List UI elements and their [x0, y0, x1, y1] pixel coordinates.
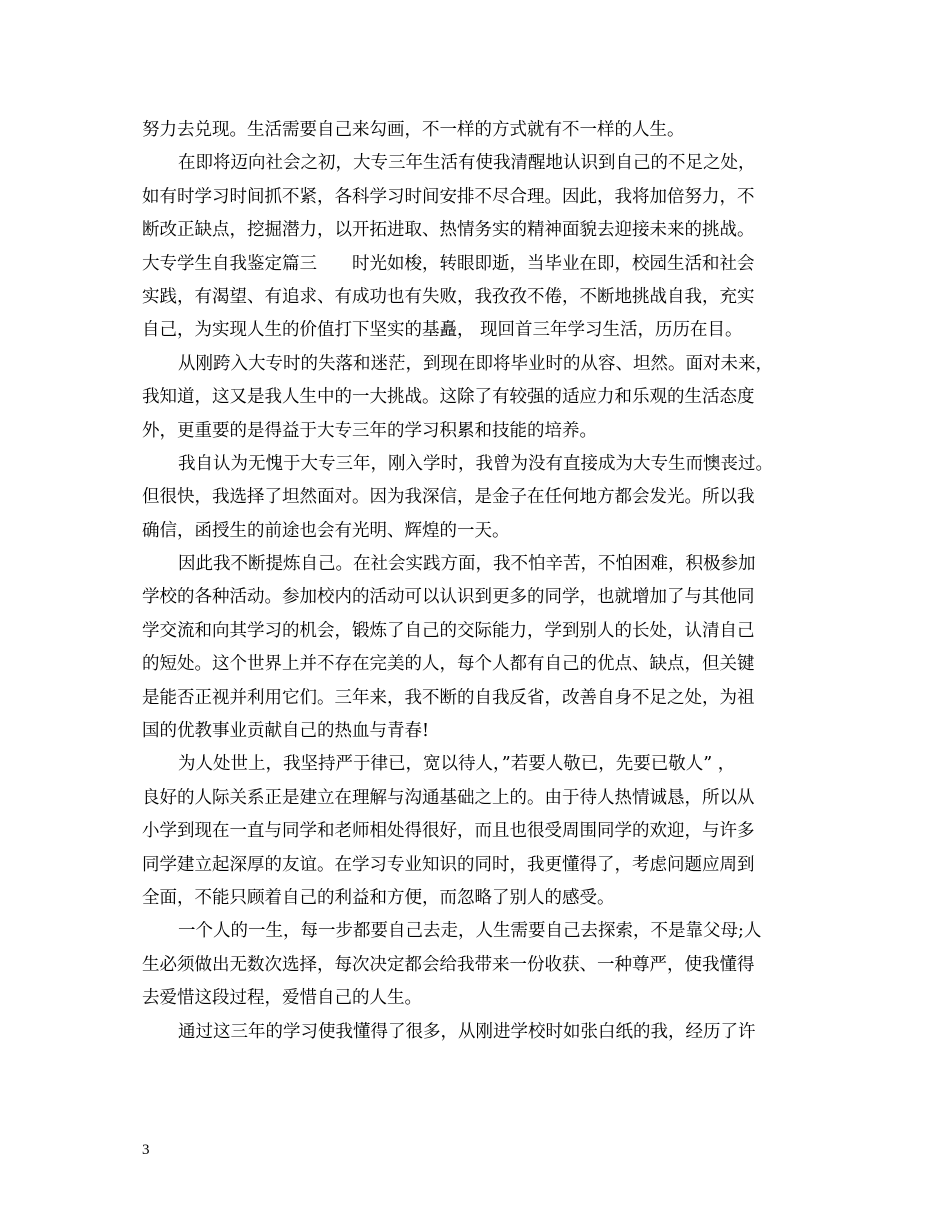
text-line: 学交流和向其学习的机会，锻炼了自己的交际能力，学到别人的长处，认清自己 — [142, 620, 755, 641]
text-line: 大专学生自我鉴定篇三 时光如梭，转眼即逝，当毕业在即，校园生活和社会 — [142, 253, 755, 274]
text-line: 在即将迈向社会之初，大专三年生活有使我清醒地认识到自己的不足之处， — [178, 153, 756, 174]
text-line: 断改正缺点，挖掘潜力，以开拓进取、热情务实的精神面貌去迎接未来的挑战。 — [142, 220, 755, 241]
text-line: 我知道，这又是我人生中的一大挑战。这除了有较强的适应力和乐观的生活态度 — [142, 387, 755, 408]
text-line: 从刚跨入大专时的失落和迷茫，到现在即将毕业时的从容、坦然。面对未来， — [178, 353, 773, 374]
text-line: 小学到现在一直与同学和老师相处得很好，而且也很受周围同学的欢迎，与许多 — [142, 821, 755, 842]
text-line: 实践，有渴望、有追求、有成功也有失败，我孜孜不倦，不断地挑战自我，充实 — [142, 286, 755, 307]
text-line: 外，更重要的是得益于大专三年的学习积累和技能的培养。 — [142, 420, 597, 441]
text-line: 确信，函授生的前途也会有光明、辉煌的一天。 — [142, 520, 510, 541]
text-line: 同学建立起深厚的友谊。在学习专业知识的同时，我更懂得了，考虑问题应周到 — [142, 854, 755, 875]
document-body — [142, 114, 822, 1049]
text-line: 但很快，我选择了坦然面对。因为我深信，是金子在任何地方都会发光。所以我 — [142, 487, 755, 508]
text-line: 国的优教事业贡献自己的热血与青春! — [142, 721, 430, 742]
text-line: 我自认为无愧于大专三年，刚入学时，我曾为没有直接成为大专生而懊丧过。 — [178, 453, 773, 474]
text-line: 去爱惜这段过程，爱惜自己的人生。 — [142, 988, 422, 1009]
text-line: 生必须做出无数次选择，每次决定都会给我带来一份收获、一种尊严，使我懂得 — [142, 954, 755, 975]
text-line: 全面，不能只顾着自己的利益和方便，而忽略了别人的感受。 — [142, 887, 615, 908]
text-line: 自己，为实现人生的价值打下坚实的基矗， 现回首三年学习生活，历历在目。 — [142, 320, 743, 341]
text-line: 因此我不断提炼自己。在社会实践方面，我不怕辛苦，不怕困难，积极参加 — [178, 554, 756, 575]
text-line: 是能否正视并利用它们。三年来，我不断的自我反省，改善自身不足之处，为祖 — [142, 687, 755, 708]
text-line: 的短处。这个世界上并不存在完美的人，每个人都有自己的优点、缺点，但关键 — [142, 654, 755, 675]
text-line: 为人处世上，我坚持严于律已，宽以待人，”若要人敬已，先要已敬人” ， — [178, 754, 736, 775]
text-line: 通过这三年的学习使我懂得了很多，从刚进学校时如张白纸的我，经历了许 — [178, 1021, 756, 1042]
text-line: 如有时学习时间抓不紧，各科学习时间安排不尽合理。因此，我将加倍努力，不 — [142, 186, 755, 207]
page-number: 3 — [142, 1142, 150, 1158]
text-line: 学校的各种活动。参加校内的活动可以认识到更多的同学，也就增加了与其他同 — [142, 587, 755, 608]
text-line: 努力去兑现。生活需要自己来勾画，不一样的方式就有不一样的人生。 — [142, 120, 685, 140]
text-line: 良好的人际关系正是建立在理解与沟通基础之上的。由于待人热情诚恳，所以从 — [142, 787, 755, 808]
text-line: 一个人的一生，每一步都要自己去走，人生需要自己去探索，不是靠父母;人 — [178, 921, 762, 942]
